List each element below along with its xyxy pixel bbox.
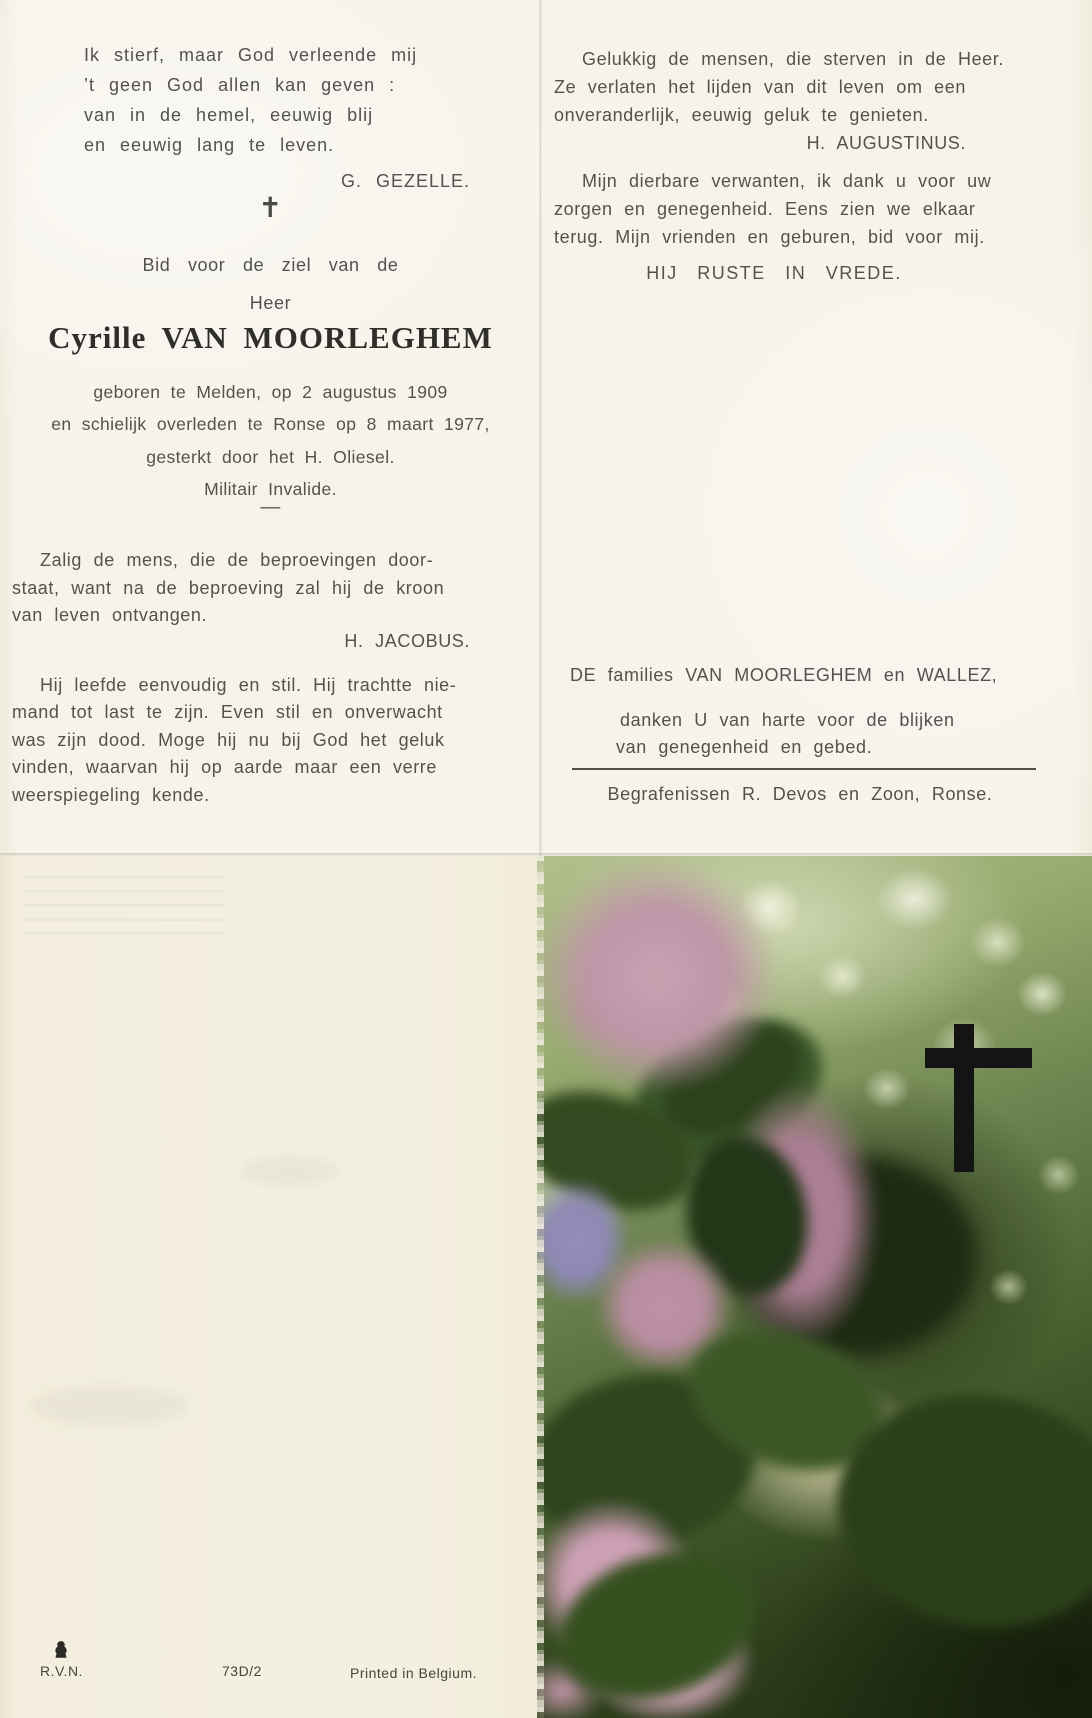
scripture-attribution: H. JACOBUS. — [344, 631, 470, 651]
thanks-line: DE families VAN MOORLEGHEM en WALLEZ, — [570, 665, 998, 685]
farewell-line: Mijn dierbare verwanten, ik dank u voor uw — [582, 171, 992, 191]
poem-attribution: G. GEZELLE. — [340, 171, 470, 191]
undertaker-line: Begrafenissen R. Devos en Zoon, Ronse. — [607, 784, 993, 804]
poem-line: ’t geen God allen kan geven : — [84, 75, 396, 95]
thanks-line: danken U van harte voor de blijken — [620, 710, 955, 730]
thanks-line: van genegenheid en gebed. — [616, 737, 873, 757]
printer-imprint-row — [0, 856, 537, 1718]
back-left-page — [0, 856, 537, 1718]
farewell-line: terug. Mijn vrienden en geburen, bid voor mij. — [554, 227, 985, 247]
dedication-line: Heer — [249, 293, 292, 313]
farewell-line: zorgen en genegenheid. Eens zien we elkaar — [554, 199, 976, 219]
printed-in-line: Printed in Belgium. — [350, 1665, 478, 1681]
poem-line: van in de hemel, eeuwig blij — [84, 105, 374, 125]
beatitude-line: onveranderlijk, eeuwig geluk te genieten. — [554, 105, 929, 125]
beatitude-line: Ze verlaten het lijden van dit leven om een — [554, 77, 967, 97]
beatitude-quote — [554, 45, 1030, 129]
publisher-initials: R.V.N. — [40, 1663, 83, 1679]
card-inside-spread — [0, 0, 1092, 856]
scripture-quote — [12, 547, 490, 630]
rest-in-peace-line: HIJ RUSTE IN VREDE. — [646, 263, 902, 283]
farewell-paragraph — [554, 167, 1030, 251]
inside-right-page — [541, 0, 1092, 856]
horizontal-rule — [572, 768, 1036, 770]
cross-icon: ✝ — [258, 192, 283, 223]
poem-line: en eeuwig lang te leven. — [84, 135, 335, 155]
life-line: Militair Invalide. — [204, 478, 337, 499]
life-line: en schielijk overleden te Ronse op 8 maart 1977, — [51, 414, 490, 435]
eulogy-paragraph — [12, 672, 492, 809]
deceased-name: Cyrille VAN MOORLEGHEM — [48, 320, 493, 355]
printers-mark-icon — [52, 1640, 70, 1660]
scripture-line: staat, want na de beproeving zal hij de kroon — [12, 577, 445, 598]
hydrangea-photo — [537, 856, 1092, 1718]
beatitude-line: Gelukkig de mensen, die sterven in de Heer. — [582, 49, 1004, 69]
eulogy-line: weerspiegeling kende. — [12, 784, 210, 805]
life-dates — [0, 376, 541, 505]
scripture-line: van leven ontvangen. — [12, 605, 208, 625]
opening-poem — [84, 40, 484, 160]
divider-dash: — — [260, 496, 281, 518]
eulogy-line: was zijn dood. Moge hij nu bij God het geluk — [12, 729, 445, 750]
memorial-cross-icon — [917, 1016, 1042, 1176]
photo-worn-edge — [537, 856, 544, 1718]
eulogy-line: vinden, waarvan hij op aarde maar een verre — [12, 757, 438, 778]
life-line: geboren te Melden, op 2 augustus 1909 — [93, 382, 448, 402]
inside-left-page — [0, 0, 541, 856]
card-outside-spread — [0, 856, 1092, 1718]
poem-line: Ik stierf, maar God verleende mij — [84, 45, 418, 65]
scripture-line: Zalig de mens, die de beproevingen door- — [40, 550, 434, 570]
beatitude-attribution: H. AUGUSTINUS. — [806, 133, 966, 153]
eulogy-line: mand tot last te zijn. Even stil en onverwacht — [12, 702, 443, 723]
dedication-line: Bid voor de ziel van de — [142, 255, 399, 275]
hydrangea-cluster-pink — [537, 856, 782, 1096]
reference-number: 73D/2 — [222, 1663, 262, 1679]
eulogy-line: Hij leefde eenvoudig en stil. Hij trachtte nie- — [40, 675, 457, 695]
life-line: gesterkt door het H. Oliesel. — [146, 446, 395, 467]
